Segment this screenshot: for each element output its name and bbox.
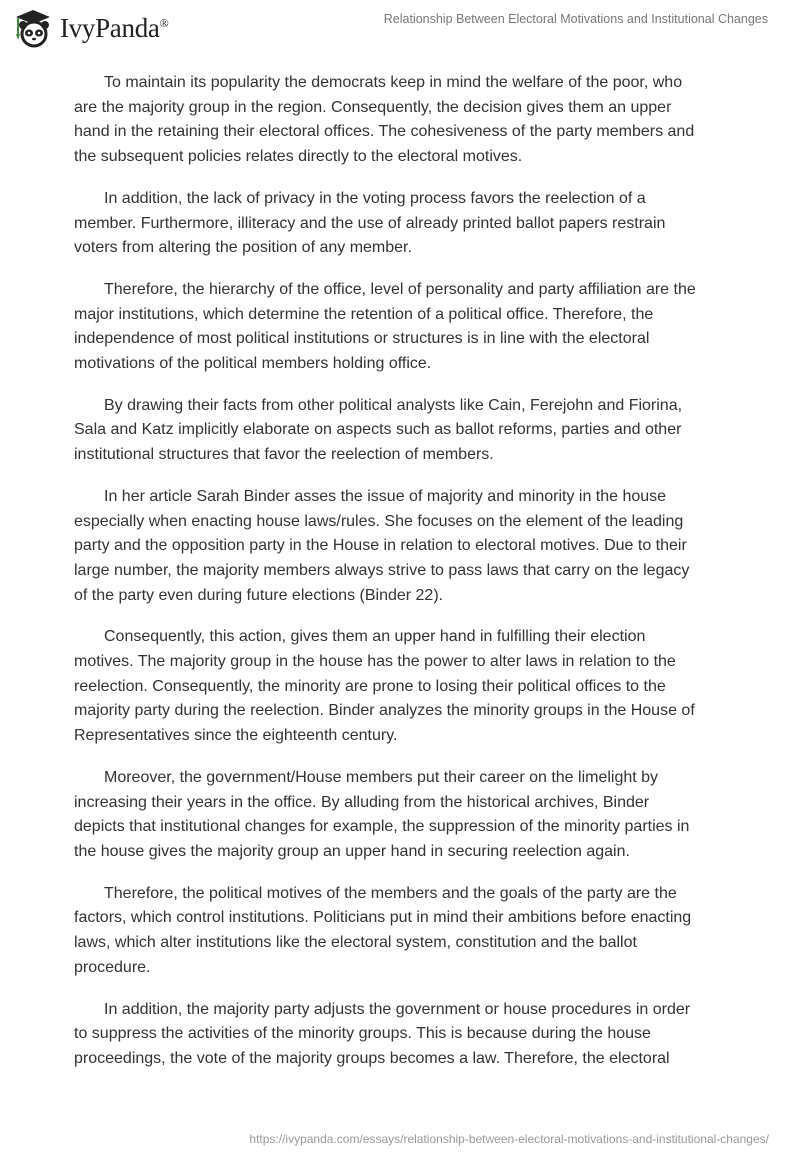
text-line: By drawing their facts from other political analysts like Cain, Ferejohn and Fiorina, — [104, 396, 683, 414]
paragraph — [74, 394, 734, 468]
paragraph — [74, 187, 734, 261]
text-line: major institutions, which determine the retention of a political office. Therefore, the — [74, 305, 654, 323]
text-line: In addition, the lack of privacy in the voting process favors the reelection of a — [104, 189, 646, 207]
text-line: majority party during the reelection. Binder analyzes the minority groups in the House of — [74, 702, 695, 720]
text-line: the house gives the majority group an upper hand in securing reelection again. — [74, 842, 630, 860]
text-line: large number, the majority members always strive to pass laws that carry on the legacy — [74, 561, 690, 579]
text-line: independence of most political institutions or structures is in line with the electoral — [74, 330, 650, 348]
text-line: procedure. — [74, 958, 151, 976]
text-line: institutional structures that favor the reelection of members. — [74, 446, 494, 464]
text-line: Representatives since the eighteenth century. — [74, 727, 398, 745]
text-line: reelection. Consequently, the minority are prone to losing their political offices to the — [74, 677, 666, 695]
text-line: motivations of the political members holding office. — [74, 355, 432, 373]
text-line: party and the opposition party in the House in relation to electoral motives. Due to their — [74, 537, 687, 555]
document-title: Relationship Between Electoral Motivations and Institutional Changes — [383, 12, 768, 26]
text-line: depicts that institutional changes for example, the suppression of the minority parties in — [74, 818, 690, 836]
text-line: motives. The majority group in the house has the power to alter laws in relation to the — [74, 653, 676, 671]
ivypanda-logo[interactable] — [12, 8, 168, 48]
paragraph — [74, 882, 734, 981]
paragraph — [74, 625, 734, 749]
text-line: the subsequent policies relates directly to the electoral motives. — [74, 148, 523, 166]
text-line: Consequently, this action, gives them an upper hand in fulfilling their election — [104, 628, 646, 646]
text-line: especially when enacting house laws/rules. She focuses on the element of the leading — [74, 512, 684, 530]
paragraph — [74, 278, 734, 377]
paragraph — [74, 71, 734, 170]
logo-text: IvyPanda® — [60, 12, 169, 43]
source-url[interactable]: https://ivypanda.com/essays/relationship-between-electoral-motivations-and-institutional-changes/ — [249, 1132, 769, 1146]
text-line: member. Furthermore, illiteracy and the use of already printed ballot papers restrain — [74, 214, 666, 232]
text-line: Moreover, the government/House members put their career on the limelight by — [104, 768, 659, 786]
paragraph — [74, 485, 734, 609]
paragraph — [74, 766, 734, 865]
text-line: hand in the retaining their electoral offices. The cohesiveness of the party members and — [74, 123, 695, 141]
text-line: In addition, the majority party adjusts the government or house procedures in order — [104, 1000, 691, 1018]
essay-body — [74, 71, 734, 1089]
text-line: laws, which alter institutions like the electoral system, constitution and the ballot — [74, 934, 637, 952]
text-line: are the majority group in the region. Consequently, the decision gives them an upper — [74, 98, 672, 116]
text-line: Therefore, the political motives of the members and the goals of the party are the — [104, 884, 677, 902]
text-line: To maintain its popularity the democrats keep in mind the welfare of the poor, who — [104, 74, 683, 91]
text-line: In her article Sarah Binder asses the issue of majority and minority in the house — [104, 487, 667, 505]
panda-graduate-icon — [12, 8, 54, 48]
text-line: Therefore, the hierarchy of the office, level of personality and party affiliation are the — [104, 280, 696, 298]
text-line: factors, which control institutions. Politicians put in mind their ambitions before enacting — [74, 909, 692, 927]
text-line: Sala and Katz implicitly elaborate on aspects such as ballot reforms, parties and other — [74, 421, 682, 439]
text-line: to suppress the activities of the minority groups. This is because during the house — [74, 1025, 651, 1043]
text-line: proceedings, the vote of the majority groups becomes a law. Therefore, the electoral — [74, 1049, 670, 1067]
text-line: voters from altering the position of any member. — [74, 239, 412, 257]
text-line: of the party even during future elections (Binder 22). — [74, 586, 444, 604]
text-line: increasing their years in the office. By alluding from the historical archives, Binder — [74, 793, 650, 811]
paragraph — [74, 998, 734, 1072]
